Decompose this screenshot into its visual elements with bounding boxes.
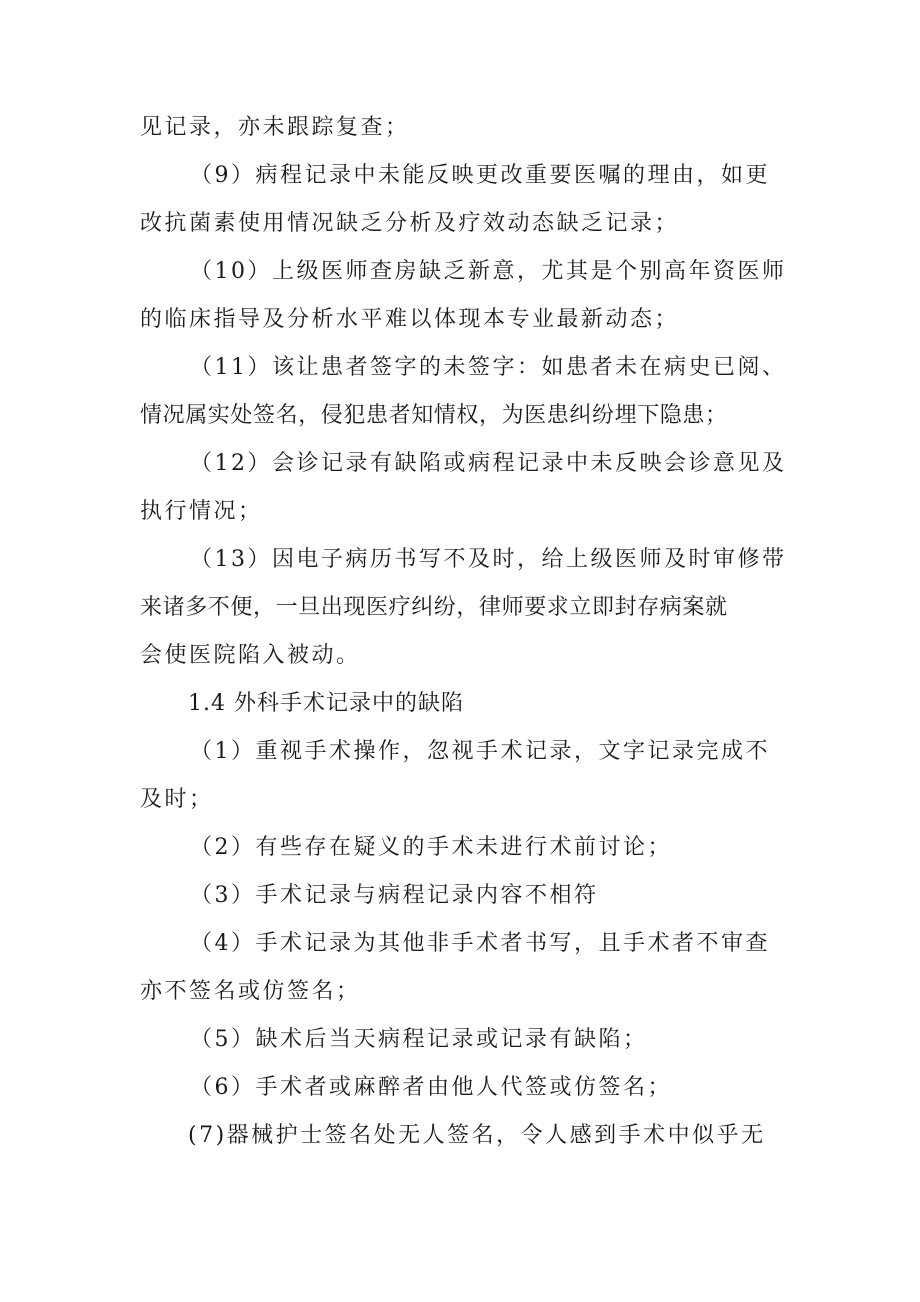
text-line: （2）有些存在疑义的手术未进行术前讨论；	[190, 835, 672, 860]
text-line: （3）手术记录与病程记录内容不相符	[190, 883, 599, 908]
text-line: 改抗菌素使用情况缺乏分析及疗效动态缺乏记录；	[140, 211, 680, 236]
text-line: （9）病程记录中未能反映更改重要医嘱的理由，如更	[190, 163, 770, 188]
text-line: 的临床指导及分析水平难以体现本专业最新动态；	[140, 307, 680, 332]
text-line: （13）因电子病历书写不及时，给上级医师及时审修带	[190, 547, 787, 572]
section-heading: 1.4 外科手术记录中的缺陷	[188, 691, 464, 716]
text-line: 执行情况；	[140, 499, 263, 524]
text-line: （6）手术者或麻醉者由他人代签或仿签名；	[190, 1075, 672, 1100]
text-line: （1）重视手术操作，忽视手术记录，文字记录完成不	[190, 739, 770, 764]
text-line: （5）缺术后当天病程记录或记录有缺陷；	[190, 1027, 648, 1052]
text-line: （11）该让患者签字的未签字：如患者未在病史已阅、	[190, 355, 787, 380]
text-line: 会使医院陷入被动。	[140, 643, 361, 668]
text-line: （12）会诊记录有缺陷或病程记录中未反映会诊意见及	[190, 451, 787, 476]
text-line: 来诸多不便，一旦出现医疗纠纷，律师要求立即封存病案就	[140, 595, 728, 620]
text-line: 情况属实处签名，侵犯患者知情权，为医患纠纷埋下隐患；	[140, 403, 728, 428]
text-line: (7)器械护士签名处无人签名，令人感到手术中似乎无	[188, 1123, 766, 1148]
text-line: 及时；	[140, 787, 214, 812]
text-line: 亦不签名或仿签名；	[140, 979, 361, 1004]
text-line: 见记录，亦未跟踪复查；	[140, 115, 410, 140]
text-line: （10）上级医师查房缺乏新意，尤其是个别高年资医师	[190, 259, 787, 284]
text-line: （4）手术记录为其他非手术者书写，且手术者不审查	[190, 931, 770, 956]
